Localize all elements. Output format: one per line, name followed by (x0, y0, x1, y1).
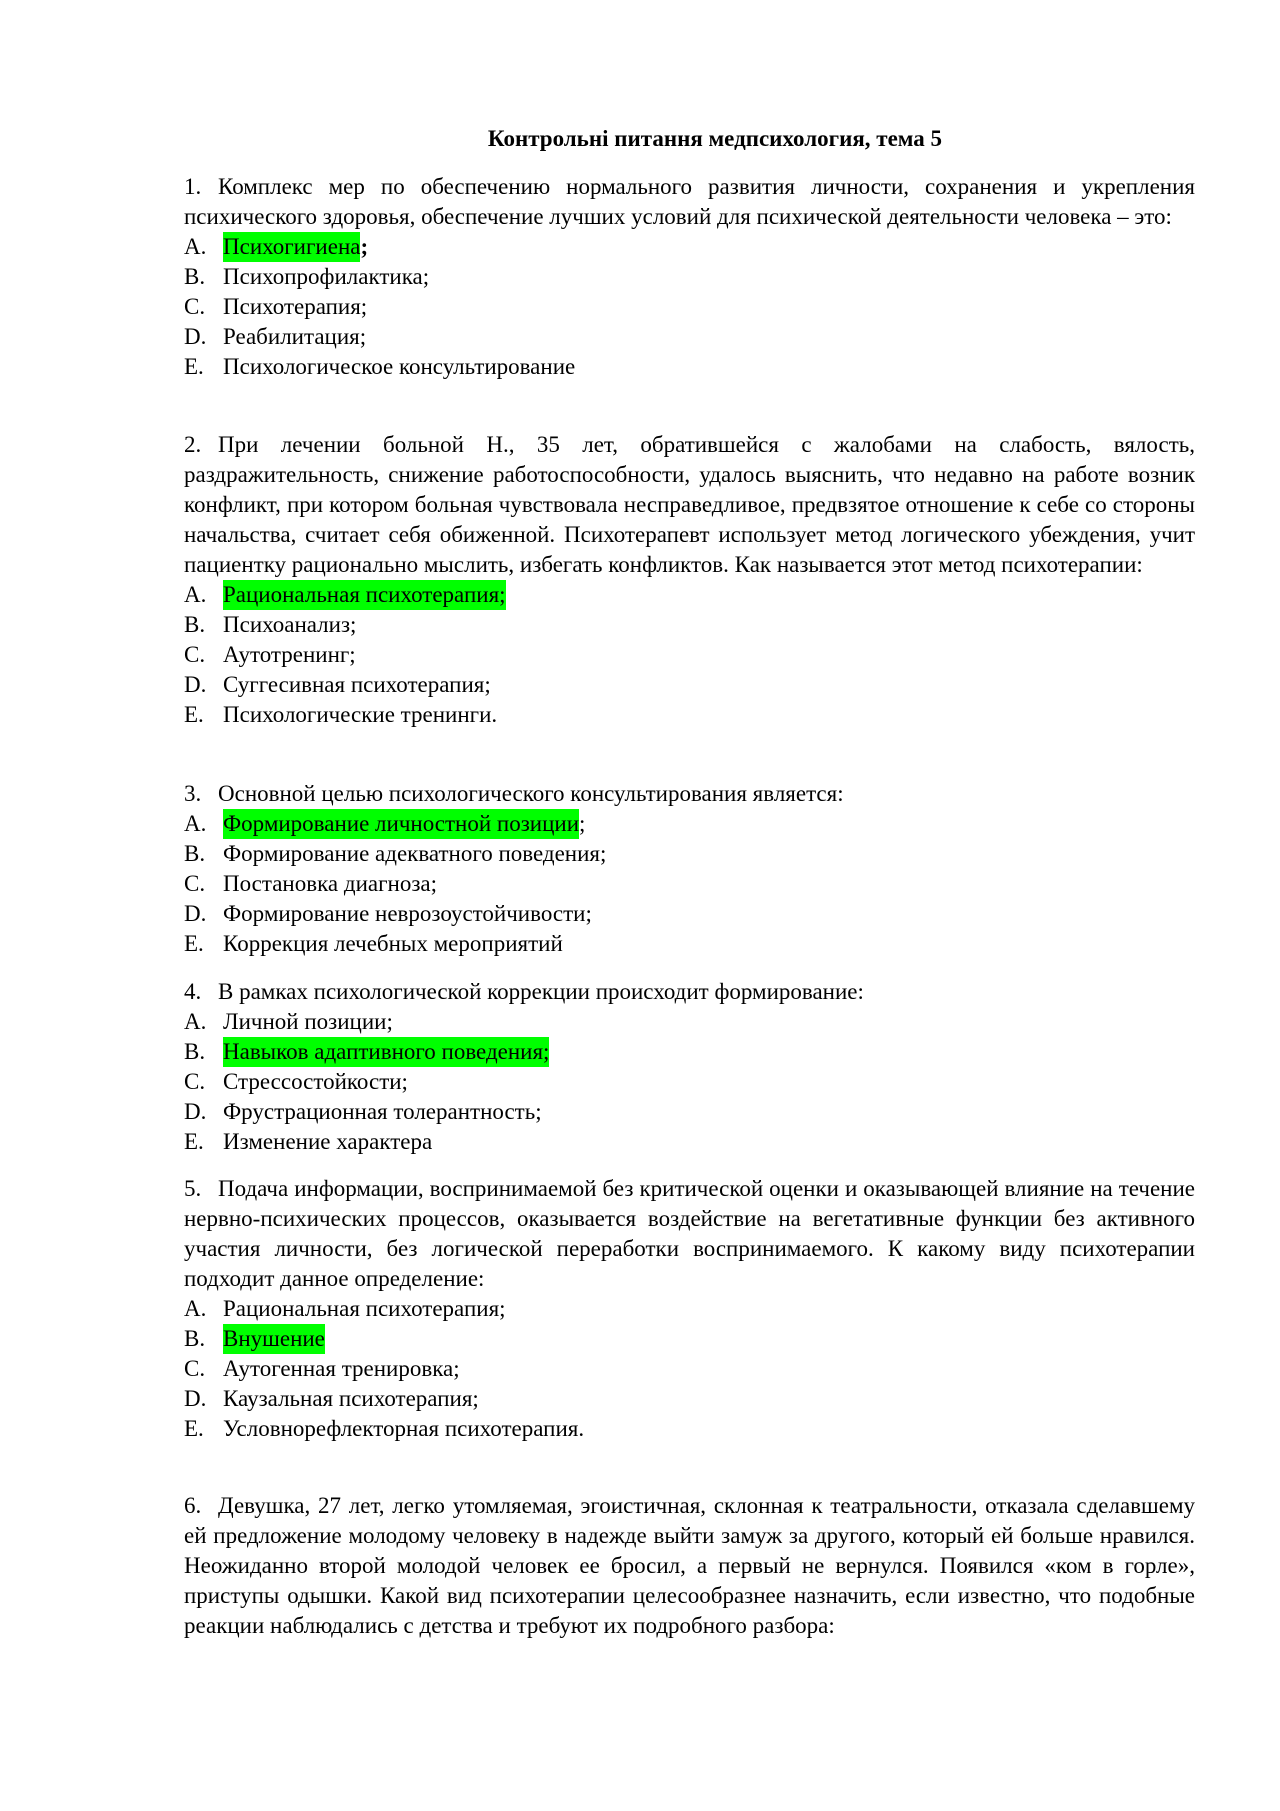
option-d (184, 1097, 1195, 1127)
question-number: 4. (184, 979, 202, 1004)
option-b (184, 839, 1195, 869)
option-text: Постановка диагноза; (223, 871, 438, 896)
option-a (184, 809, 1195, 839)
option-c (184, 1067, 1195, 1097)
option-b (184, 1324, 1195, 1354)
page-title: Контрольні питання медпсихология, тема 5 (487, 126, 943, 151)
option-letter: B. (184, 612, 206, 637)
question-body: Девушка, 27 лет, легко утомляемая, эгоистичная, склонная к театральности, отказала сделавшему ей предложение молодому человеку в надежде выйти замуж за другого, который ей больше нравился. Неожиданно второй молодой человек ее бросил, а первый не вернулся. Появился «ком в горле», приступы одышки. Какой вид психотерапии целесообразнее назначить, если известно, что подобные реакции наблюдались с детства и требуют их подробного разбора: (184, 1493, 1195, 1638)
option-text: Личной позиции; (223, 1009, 393, 1034)
option-letter: E. (184, 1129, 204, 1154)
option-letter: C. (184, 1069, 206, 1094)
option-letter: A. (184, 234, 207, 259)
correct-answer-text: Внушение (223, 1324, 325, 1354)
option-text: Рациональная психотерапия; (223, 1296, 506, 1321)
option-text: Стрессостойкости; (223, 1069, 408, 1094)
option-e (184, 352, 1195, 382)
option-text: Фрустрационная толерантность; (223, 1099, 542, 1124)
option-letter: C. (184, 294, 206, 319)
question-number: 5. (184, 1176, 202, 1201)
option-letter: C. (184, 1356, 206, 1381)
option-b (184, 1037, 1195, 1067)
option-e (184, 929, 1195, 959)
option-e (184, 1127, 1195, 1157)
option-a (184, 1294, 1195, 1324)
option-letter: C. (184, 642, 206, 667)
option-a (184, 232, 1195, 262)
option-text: Каузальная психотерапия; (223, 1386, 479, 1411)
question-number: 2. (184, 432, 202, 457)
option-a (184, 580, 1195, 610)
question-text (184, 172, 1195, 232)
option-c (184, 292, 1195, 322)
correct-answer-text: Рациональная психотерапия; (223, 580, 506, 610)
option-letter: E. (184, 931, 204, 956)
option-letter: D. (184, 1386, 207, 1411)
answer-options (184, 809, 1195, 959)
correct-answer-text: Формирование личностной позиции (223, 809, 579, 839)
option-text: Психологические тренинги. (223, 702, 498, 727)
option-d (184, 670, 1195, 700)
option-letter: C. (184, 871, 206, 896)
option-letter: D. (184, 324, 207, 349)
option-text: Аутотренинг; (223, 642, 356, 667)
question-5 (184, 1174, 1195, 1444)
question-body: В рамках психологической коррекции происходит формирование: (218, 979, 864, 1004)
option-e (184, 1414, 1195, 1444)
option-letter: D. (184, 901, 207, 926)
option-text: Коррекция лечебных мероприятий (223, 931, 563, 956)
question-text (184, 779, 1195, 809)
option-text: Формирование адекватного поведения; (223, 841, 607, 866)
option-letter: A. (184, 1009, 207, 1034)
option-text: Условнорефлекторная психотерапия. (223, 1416, 585, 1441)
option-letter: E. (184, 702, 204, 727)
question-number: 1. (184, 174, 202, 199)
question-text (184, 1491, 1195, 1641)
option-text: Психотерапия; (223, 294, 368, 319)
question-text (184, 1174, 1195, 1294)
option-text: Формирование неврозоустойчивости; (223, 901, 592, 926)
correct-answer-text: Психогигиена (223, 232, 360, 262)
option-text: Психопрофилактика; (223, 264, 430, 289)
option-letter: B. (184, 1326, 206, 1351)
question-body: При лечении больной Н., 35 лет, обратившейся с жалобами на слабость, вялость, раздражительность, снижение работоспособности, удалось выяснить, что недавно на работе возник конфликт, при котором больная чувствовала несправедливое, предвзятое отношение к себе со стороны начальства, считает себя обиженной. Психотерапевт использует метод логического убеждения, учит пациентку рационально мыслить, избегать конфликтов. Как называется этот метод психотерапии: (184, 432, 1195, 577)
question-body: Подача информации, воспринимаемой без критической оценки и оказывающей влияние на течение нервно-психических процессов, оказывается воздействие на вегетативные функции без активного участия личности, без логической переработки воспринимаемого. К какому виду психотерапии подходит данное определение: (184, 1176, 1195, 1291)
option-text: Психологическое консультирование (223, 354, 576, 379)
answer-options (184, 580, 1195, 730)
option-b (184, 610, 1195, 640)
option-e (184, 700, 1195, 730)
answer-options (184, 232, 1195, 382)
option-text: Реабилитация; (223, 324, 367, 349)
option-b (184, 262, 1195, 292)
option-d (184, 1384, 1195, 1414)
question-text (184, 430, 1195, 580)
option-d (184, 322, 1195, 352)
option-tail: ; (579, 811, 586, 836)
option-text: Суггесивная психотерапия; (223, 672, 491, 697)
option-c (184, 869, 1195, 899)
question-3 (184, 779, 1195, 959)
question-number: 3. (184, 781, 202, 806)
option-text: Изменение характера (223, 1129, 433, 1154)
question-number: 6. (184, 1493, 202, 1518)
question-6 (184, 1491, 1195, 1641)
question-1 (184, 172, 1195, 382)
option-letter: A. (184, 811, 207, 836)
answer-options (184, 1007, 1195, 1157)
option-c (184, 640, 1195, 670)
option-letter: D. (184, 1099, 207, 1124)
option-letter: B. (184, 264, 206, 289)
option-letter: E. (184, 1416, 204, 1441)
option-d (184, 899, 1195, 929)
question-text (184, 977, 1195, 1007)
option-letter: D. (184, 672, 207, 697)
correct-answer-text: Навыков адаптивного поведения; (223, 1037, 549, 1067)
option-letter: A. (184, 582, 207, 607)
question-body: Основной целью психологического консультирования является: (218, 781, 844, 806)
option-tail: ; (360, 234, 369, 259)
option-letter: B. (184, 841, 206, 866)
question-2 (184, 430, 1195, 730)
option-c (184, 1354, 1195, 1384)
option-a (184, 1007, 1195, 1037)
question-body: Комплекс мер по обеспечению нормального развития личности, сохранения и укрепления психического здоровья, обеспечение лучших условий для психической деятельности человека – это: (184, 174, 1195, 229)
option-text: Психоанализ; (223, 612, 357, 637)
option-letter: A. (184, 1296, 207, 1321)
option-letter: B. (184, 1039, 206, 1064)
question-4 (184, 977, 1195, 1157)
answer-options (184, 1294, 1195, 1444)
option-text: Аутогенная тренировка; (223, 1356, 460, 1381)
option-letter: E. (184, 354, 204, 379)
